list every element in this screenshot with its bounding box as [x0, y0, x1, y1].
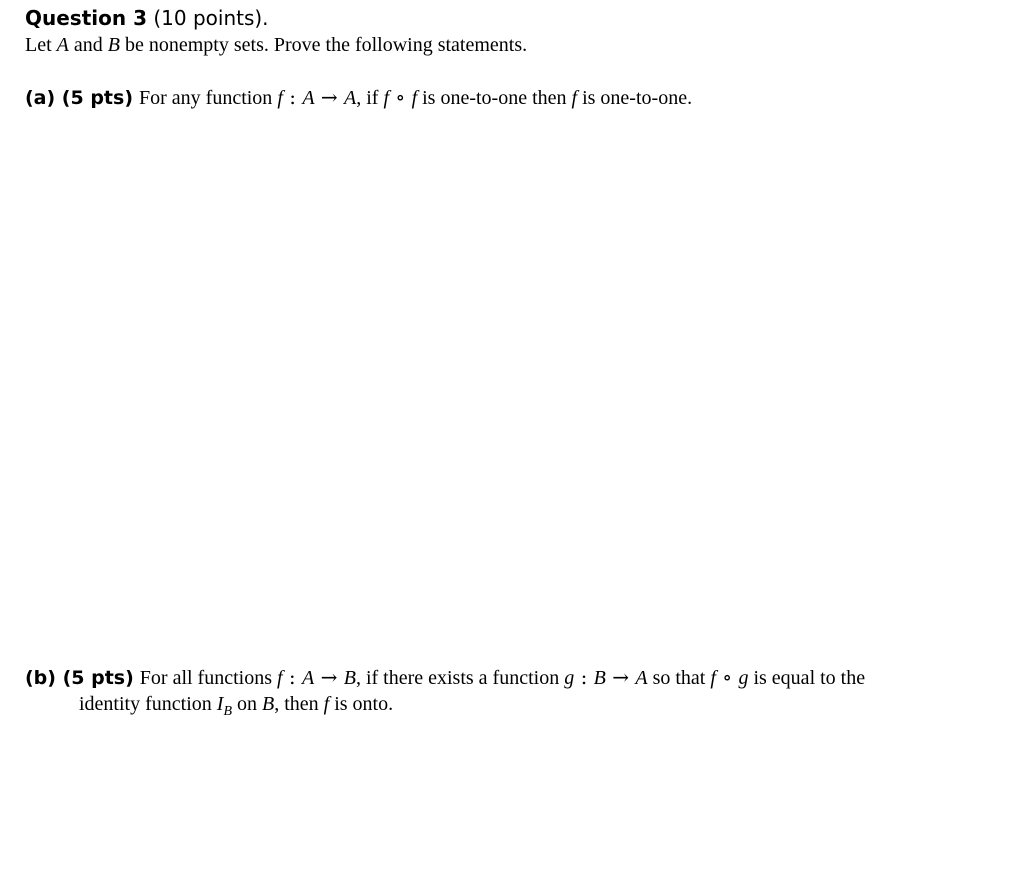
statement-text: , then — [274, 693, 324, 715]
statement-text: is equal to the — [748, 667, 866, 689]
math-colon: : — [282, 665, 303, 689]
math-var: B — [343, 667, 356, 689]
part-b-line-1 — [25, 667, 865, 689]
intro-text: and — [68, 34, 108, 56]
statement-text: , if — [356, 87, 384, 109]
statement-text: is one-to-one. — [577, 87, 693, 109]
part-a-statement — [25, 84, 692, 111]
statement-text: so that — [647, 667, 711, 689]
part-a-answer-space[interactable] — [25, 120, 1000, 650]
math-var: f — [411, 87, 418, 109]
math-var: A — [635, 667, 648, 689]
math-var: B — [593, 667, 606, 689]
math-var: A — [56, 34, 69, 56]
statement-text: on — [232, 693, 262, 715]
math-var: f — [383, 87, 390, 109]
math-var: f — [710, 667, 716, 689]
part-b-answer-space[interactable] — [25, 725, 1000, 885]
arrow-symbol: → — [314, 665, 344, 689]
math-subscript: B — [223, 704, 232, 719]
part-b-tag: (b) (5 pts) — [25, 667, 134, 689]
arrow-symbol: → — [605, 665, 636, 689]
arrow-symbol: → — [314, 85, 345, 109]
part-b-statement — [25, 664, 1000, 717]
question-intro — [25, 32, 527, 58]
math-var: f — [277, 87, 283, 109]
math-var: I — [216, 693, 224, 715]
math-var: g — [738, 667, 749, 689]
intro-text: be nonempty sets. Prove the following statements. — [119, 34, 528, 56]
statement-text: identity function — [79, 693, 217, 715]
math-var: B — [262, 693, 275, 715]
composition-symbol: ∘ — [389, 85, 412, 109]
part-b-line-2 — [25, 691, 1000, 717]
math-var: f — [571, 87, 578, 109]
part-a-tag: (a) (5 pts) — [25, 87, 133, 109]
statement-text: For any function — [139, 87, 278, 109]
math-var: B — [107, 34, 120, 56]
math-var: f — [323, 693, 330, 715]
question-heading — [25, 5, 269, 31]
composition-symbol: ∘ — [715, 665, 739, 689]
intro-text: Let — [25, 34, 57, 56]
statement-text: , if there exists a function — [355, 667, 565, 689]
math-var: A — [302, 667, 315, 689]
statement-text: is onto. — [329, 693, 394, 715]
math-var: A — [302, 87, 315, 109]
question-label: Question 3 — [25, 6, 147, 30]
math-colon: : — [282, 85, 303, 109]
question-points: (10 points). — [153, 6, 269, 30]
math-var: A — [344, 87, 357, 109]
math-var: f — [277, 667, 283, 689]
statement-text: For all functions — [139, 667, 277, 689]
math-colon: : — [574, 665, 594, 689]
statement-text: is one-to-one then — [417, 87, 572, 109]
math-var: g — [564, 667, 575, 689]
